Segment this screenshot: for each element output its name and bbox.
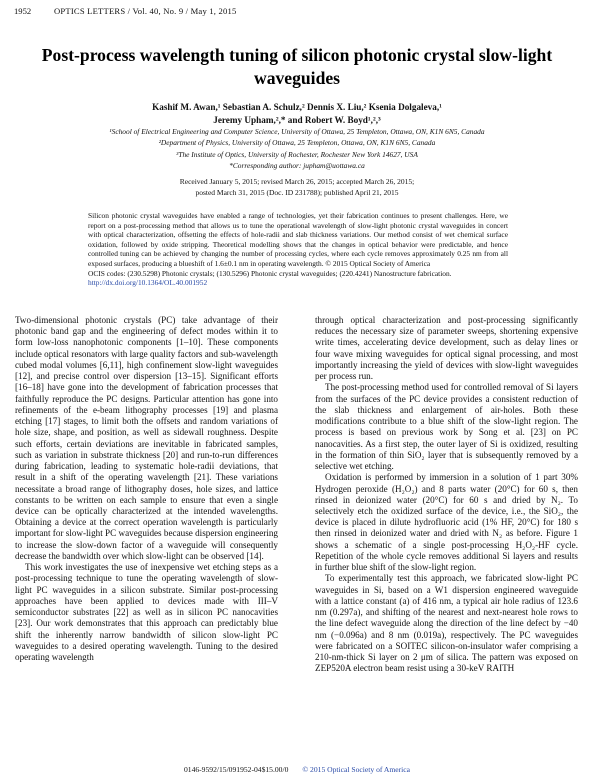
body-column-left	[15, 315, 278, 663]
page-number: 1952	[14, 6, 32, 16]
running-header	[14, 6, 580, 20]
article-code: 0146-9592/15/091952-04$15.00/0	[183, 765, 289, 774]
affiliation-3: ³The Institute of Optics, University of Rochester, Rochester New York 14627, USA	[176, 149, 418, 159]
affiliations	[20, 126, 574, 171]
copyright-notice: © 2015 Optical Society of America	[302, 765, 411, 774]
paragraph: Oxidation is performed by immersion in a solution of 1 part 30% Hydrogen peroxide (H₂O₂) and 8 parts water (20°C) for 60 s, then rinsed in deionized water (20°C) for 60 s and dried by N₂. To selectively etch the oxidized surface of the device, i.e., the SiO₂, the device is placed in dilute hydrofluoric acid (1% HF, 20°C) for 180 s then rinsed in deionized water and dried with N₂ as before. Figure 1 shows a schematic of a single post-processing H₂O₂-HF cycle. Repetition of the whole cycle removes additional Si layers and results in further blue shift of the slow-light region.	[315, 472, 578, 573]
affiliation-2: ²Department of Physics, University of Ottawa, 25 Templeton, Ottawa, ON, K1N 6N5, Canada	[158, 138, 436, 148]
paragraph: The post-processing method used for controlled removal of Si layers from the surfaces of the PC device provides a consistent reduction of the slab thickness and enlargement of air-holes. Both these modifications contribute to a blue shift of the slow-light region. The process is based on previous work by Song et al. [23] on PC nanocavities. As a first step, the outer layer of Si is oxidized, resulting in the formation of thin SiO₂ layer that is subsequently removed by a selective wet etching.	[315, 382, 578, 472]
paragraph: Two-dimensional photonic crystals (PC) take advantage of their photonic band gap and the engineering of defect modes within it to form low-loss nanophotonic components [1–10]. These components include optical resonators with large quality factors and sub-wavelength cubed modal volumes [6,11], high confinement slow-light waveguides [12], and precise control over dispersion [13–15]. Significant efforts [16–18] have gone into the development of fabrication processes that faithfully reproduce the PC designs. Particular attention has gone into refinements of the e-beam lithography processes [19] and plasma etching [17] stages, to limit both the offsets and random variations of hole size, shape, and position, as well as sidewall roughness. Despite such efforts, certain deviations are inevitable in fabricated samples, such as variation in substrate thickness [20] and run-to-run differences during fabrication, leading to systematic hole-radii deviations, that result in a shift of the operating wavelength [21]. These variations necessitate a broad range of lithography doses, hole sizes, and lattice constants to be written on each sample to ensure that even a single device can be optically characterized at the intended wavelengths. Obtaining a device at the correct operation wavelength is particularly important for slow-light PC waveguides because dispersion engineering to increase the slow-down factor of a waveguide will consequently decrease the bandwidth over which slow-light can be observed [14].	[15, 315, 278, 561]
affiliation-1: ¹School of Electrical Engineering and Computer Science, University of Ottawa, 25 Templeton, Ottawa, ON, K1N 6N5, Canada	[109, 127, 485, 136]
dates-line-1: Received January 5, 2015; revised March 26, 2015; accepted March 26, 2015;	[179, 177, 415, 186]
dates-line-2: posted March 31, 2015 (Doc. ID 231788); published April 21, 2015	[195, 187, 399, 197]
paragraph: through optical characterization and post-processing significantly reduces the necessary size of parameter sweeps, shortening expensive write times, accelerating device development, such as delay lines or four wave mixing waveguides for optical signal processing, and most importantly increasing the yield of devices with slow-light waveguides per process run.	[315, 315, 578, 382]
abstract	[88, 211, 508, 288]
author-line-2: Jeremy Upham,²,* and Robert W. Boyd¹,²,³	[213, 115, 381, 125]
body-column-right	[315, 315, 578, 675]
author-list	[40, 101, 554, 127]
abstract-text: Silicon photonic crystal waveguides have enabled a range of technologies, yet their fabrication continues to present challenges. Here, we report on a post-processing method that allows us to tune the operational wavelength of slow-light photonic crystal waveguides in concert with optical characterization, offsetting the effects of hole-radii and slab thickness variations. Our method consist of wet chemical surface oxidation, followed by oxide stripping. Theoretical modelling shows that the changes in optical behavior were predictable, and hence controlled tuning can be achieved by changing the number of processing cycles, where each cycle removes approximately 0.25 nm from all exposed surfaces, producing a blueshift of 1.6±0.1 nm in operating wavelength. © 2015 Optical Society of America	[88, 211, 508, 268]
doi-link[interactable]: http://dx.doi.org/10.1364/OL.40.001952	[88, 278, 208, 288]
paragraph: This work investigates the use of inexpensive wet etching steps as a post-processing technique to tune the operating wavelength of slow-light PC waveguides in a silicon substrate. Similar post-processing approaches have been applied to devices made with III–V semiconductor substrates [22] as well as in silicon PC nanocavities [23]. Our work demonstrates that this approach can predictably blue shift the inherently narrow bandwidth of silicon slow-light PC waveguides to a desired operating wavelength. Tuning to the desired operating wavelength	[15, 562, 278, 663]
publication-dates	[40, 177, 554, 198]
paper-title: Post-process wavelength tuning of silicon photonic crystal slow-light waveguides	[41, 45, 553, 88]
author-line-1: Kashif M. Awan,¹ Sebastian A. Schulz,² Dennis X. Liu,² Ksenia Dolgaleva,¹	[152, 102, 442, 112]
corresponding-author: *Corresponding author: jupham@uottawa.ca	[229, 160, 365, 170]
paragraph: To experimentally test this approach, we fabricated slow-light PC waveguides in Si, based on a W1 dispersion engineered waveguide with a lattice constant (a) of 416 nm, a typical air hole radius of 123.6 nm (0.297a), and shifting of the nearest and next-nearest hole rows to the line defect waveguide along the direction of the line defect by −40 nm (−0.096a) and 8 nm (0.019a), respectively. The PC waveguides were fabricated on a SOITEC silicon-on-insulator wafer comprising a 210-nm-thick Si layer on 2 μm of silica. The pattern was exposed on ZEP520A electron beam resist using a 30-keV RAITH	[315, 573, 578, 674]
ocis-codes: OCIS codes: (230.5298) Photonic crystals; (130.5296) Photonic crystal waveguides; (220.4241) Nanostructure fabrication.	[88, 268, 452, 278]
journal-line: OPTICS LETTERS / Vol. 40, No. 9 / May 1, 2015	[54, 6, 237, 16]
page-footer	[0, 765, 594, 774]
